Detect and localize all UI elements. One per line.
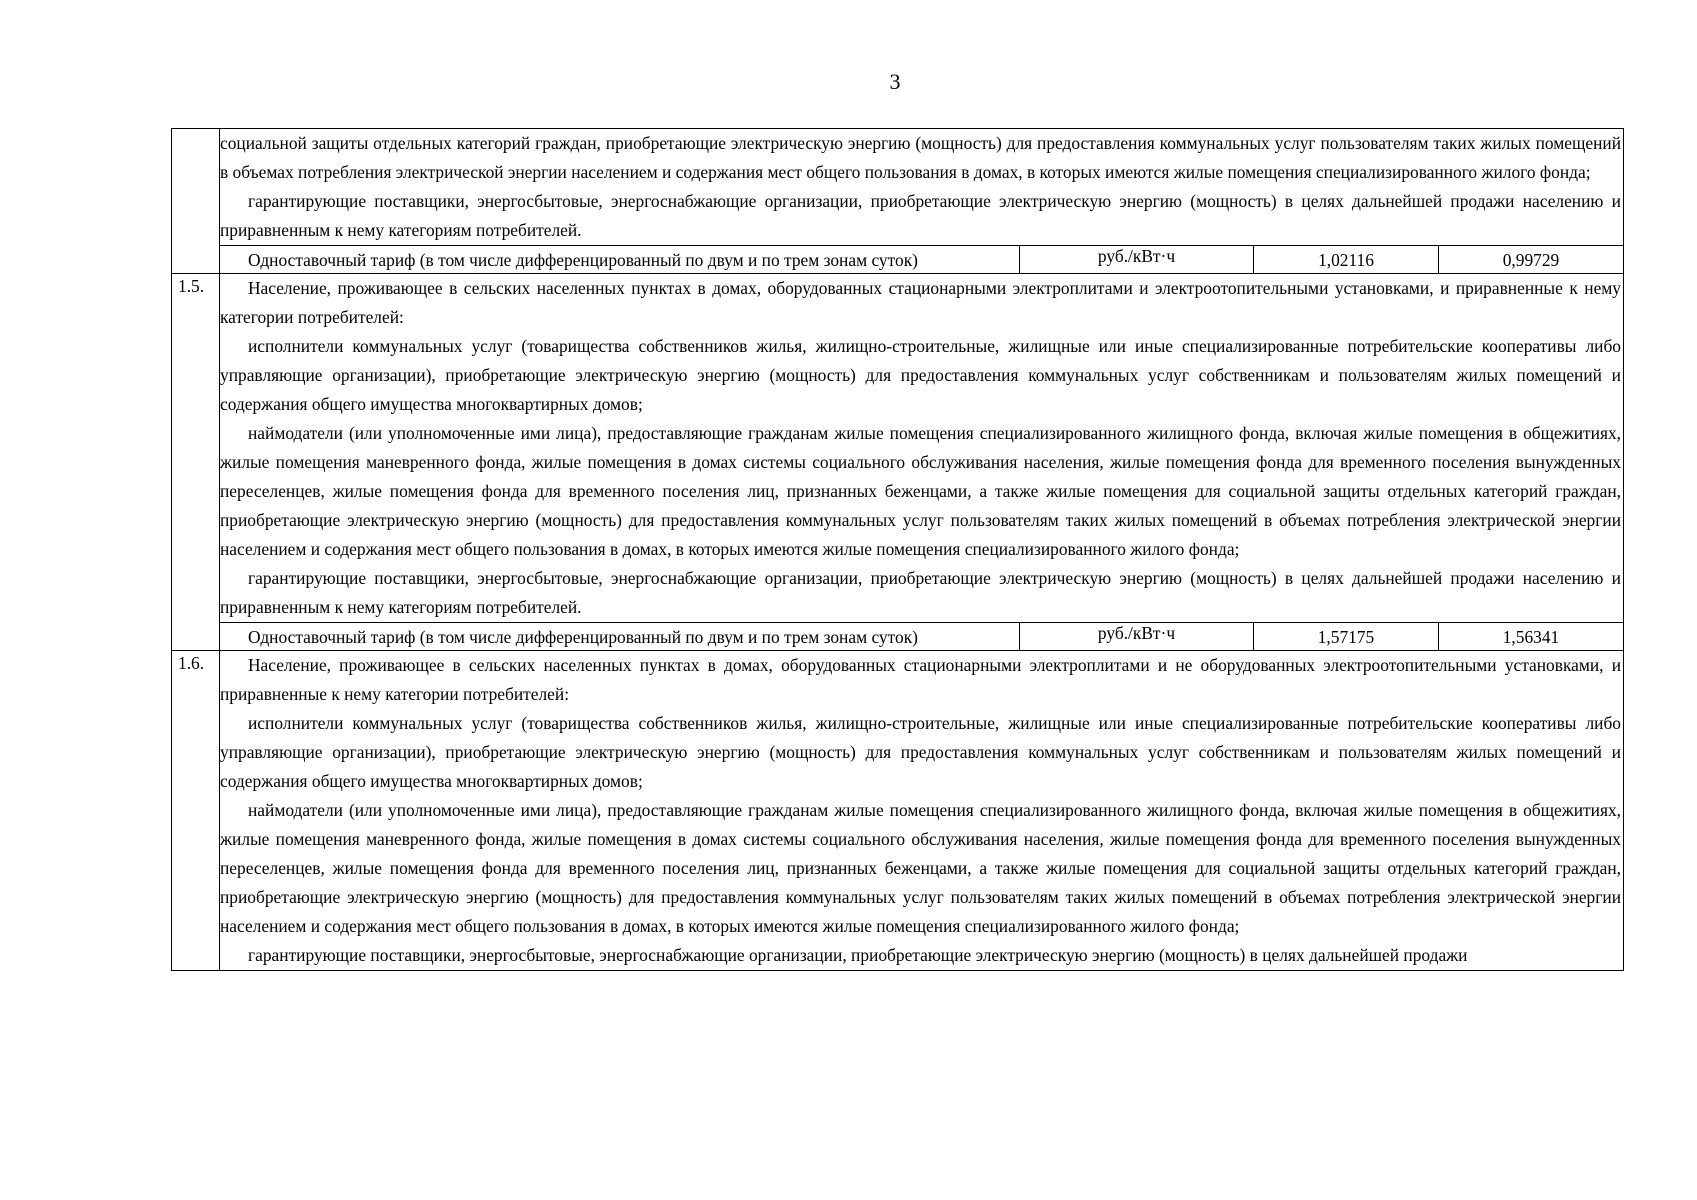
tariff-value-second-half: 0,99729 [1439,246,1624,274]
paragraph: гарантирующие поставщики, энергосбытовые, энергоснабжающие организации, приобретающие электрическую энергию (мощность) в целях дальнейшей продажи [248,945,1468,965]
tariff-row [172,623,1624,651]
row-number-cell [172,129,220,274]
table-row [172,274,1624,623]
paragraph: Население, проживающее в сельских населенных пунктах в домах, оборудованных стационарными электроплитами и электроотопительными установками, и приравненные к нему категории потребителей: [220,278,1621,327]
paragraph: социальной защиты отдельных категорий граждан, приобретающие электрическую энергию (мощность) для предоставления коммунальных услуг пользователям таких жилых помещений в объемах потребления электрической энергии населением и содержания мест общего пользования в домах, в которых имеются жилые помещения специализированного жилого фонда; [220,133,1621,182]
paragraph: Население, проживающее в сельских населенных пунктах в домах, оборудованных стационарными электроплитами и не оборудованных электроотопительными установками, и приравненные к нему категории потребителей: [220,655,1621,704]
tariff-label: Одноставочный тариф (в том числе дифференцированный по двум и по трем зонам суток) [220,246,1020,274]
row-number: 1.5. [172,274,220,651]
row-description [220,274,1624,623]
row-description [220,129,1624,246]
page-number: 3 [889,69,901,94]
row-description [220,651,1624,971]
table-row [172,129,1624,246]
row-number: 1.6. [172,651,220,971]
table-row [172,651,1624,971]
tariff-value-first-half: 1,02116 [1254,246,1439,274]
paragraph: гарантирующие поставщики, энергосбытовые, энергоснабжающие организации, приобретающие электрическую энергию (мощность) в целях дальнейшей продажи населению и приравненным к нему категориям потребителей. [220,568,1621,617]
tariff-value-second-half: 1,56341 [1439,623,1624,651]
tariff-table [171,128,1624,971]
paragraph: исполнители коммунальных услуг (товарищества собственников жилья, жилищно-строительные, жилищные или иные специализированные потребительские кооперативы либо управляющие организации), приобретающие электрическую энергию (мощность) для предоставления коммунальных услуг собственникам и пользователям жилых помещений и содержания общего имущества многоквартирных домов; [220,336,1621,414]
tariff-row [172,246,1624,274]
tariff-value-first-half: 1,57175 [1254,623,1439,651]
paragraph: гарантирующие поставщики, энергосбытовые, энергоснабжающие организации, приобретающие электрическую энергию (мощность) в целях дальнейшей продажи населению и приравненным к нему категориям потребителей. [220,191,1621,240]
paragraph: наймодатели (или уполномоченные ими лица), предоставляющие гражданам жилые помещения специализированного жилищного фонда, включая жилые помещения в общежитиях, жилые помещения маневренного фонда, жилые помещения в домах системы социального обслуживания населения, жилые помещения фонда для временного поселения вынужденных переселенцев, жилые помещения фонда для временного поселения лиц, признанных беженцами, а также жилые помещения для социальной защиты отдельных категорий граждан, приобретающие электрическую энергию (мощность) для предоставления коммунальных услуг пользователям таких жилых помещений в объемах потребления электрической энергии населением и содержания мест общего пользования в домах, в которых имеются жилые помещения специализированного жилого фонда; [220,423,1621,559]
tariff-unit: руб./кВт·ч [1020,246,1254,274]
tariff-unit: руб./кВт·ч [1020,623,1254,651]
paragraph: исполнители коммунальных услуг (товарищества собственников жилья, жилищно-строительные, жилищные или иные специализированные потребительские кооперативы либо управляющие организации), приобретающие электрическую энергию (мощность) для предоставления коммунальных услуг собственникам и пользователям жилых помещений и содержания общего имущества многоквартирных домов; [220,713,1621,791]
tariff-label: Одноставочный тариф (в том числе дифференцированный по двум и по трем зонам суток) [220,623,1020,651]
paragraph: наймодатели (или уполномоченные ими лица), предоставляющие гражданам жилые помещения специализированного жилищного фонда, включая жилые помещения в общежитиях, жилые помещения маневренного фонда, жилые помещения в домах системы социального обслуживания населения, жилые помещения фонда для временного поселения вынужденных переселенцев, жилые помещения фонда для временного поселения лиц, признанных беженцами, а также жилые помещения для социальной защиты отдельных категорий граждан, приобретающие электрическую энергию (мощность) для предоставления коммунальных услуг пользователям таких жилых помещений в объемах потребления электрической энергии населением и содержания мест общего пользования в домах, в которых имеются жилые помещения специализированного жилого фонда; [220,800,1621,936]
